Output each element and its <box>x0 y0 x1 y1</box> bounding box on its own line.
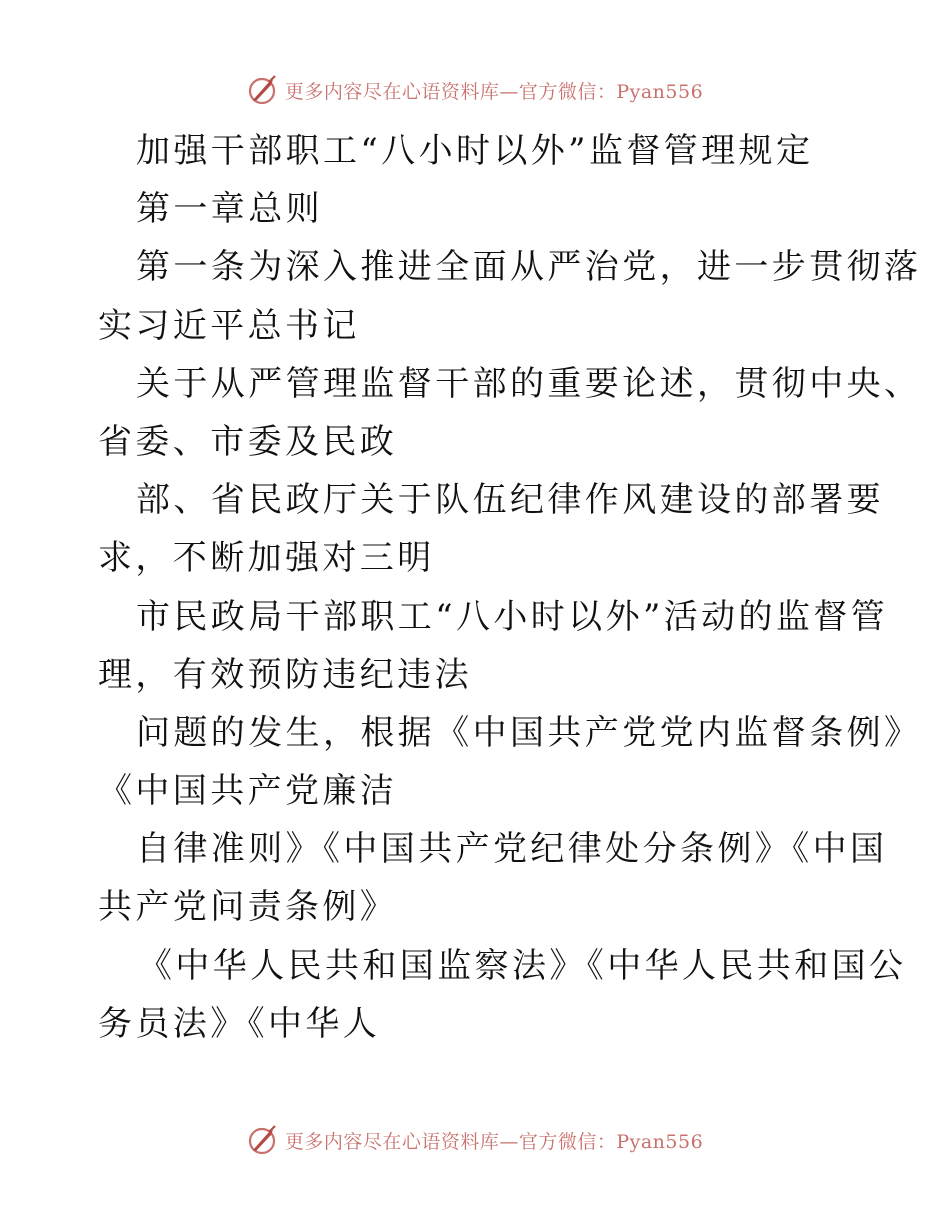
paragraph-line: 《中国共产党廉洁 <box>98 771 398 812</box>
quill-pen-icon <box>247 1124 279 1156</box>
document-title: 加强干部职工“八小时以外”监督管理规定 <box>136 131 814 171</box>
paragraph-line: 《中华人民共和国监察法》《中华人民共和国公 <box>138 945 907 986</box>
watermark-text: 更多内容尽在心语资料库—官方微信：Pyan556 <box>284 1130 704 1153</box>
header-watermark <box>0 70 950 110</box>
paragraph-line: 第一条为深入推进全面从严治党，进一步贯彻落 <box>136 247 922 288</box>
paragraph-line: 市民政局干部职工“八小时以外”活动的监督管 <box>136 596 889 637</box>
paragraph-line: 求，不断加强对三明 <box>98 538 435 579</box>
footer-watermark <box>0 1120 950 1160</box>
paragraph-line: 共产党问责条例》 <box>98 887 398 928</box>
document-body <box>98 122 922 1053</box>
paragraph-line: 务员法》《中华人 <box>98 1003 381 1044</box>
paragraph-line: 问题的发生，根据《中国共产党党内监督条例》 <box>136 712 922 753</box>
paragraph-line: 实习近平总书记 <box>98 305 360 346</box>
paragraph-line: 自律准则》《中国共产党纪律处分条例》《中国 <box>136 829 888 870</box>
paragraph-line: 理，有效预防违纪违法 <box>98 654 472 695</box>
chapter-heading: 第一章总则 <box>136 189 323 230</box>
watermark-text: 更多内容尽在心语资料库—官方微信：Pyan556 <box>284 80 704 103</box>
paragraph-line: 省委、市委及民政 <box>98 421 398 462</box>
paragraph-line: 关于从严管理监督干部的重要论述，贯彻中央、 <box>136 363 922 404</box>
paragraph-line: 部、省民政厅关于队伍纪律作风建设的部署要 <box>136 480 884 521</box>
quill-pen-icon <box>247 74 279 106</box>
